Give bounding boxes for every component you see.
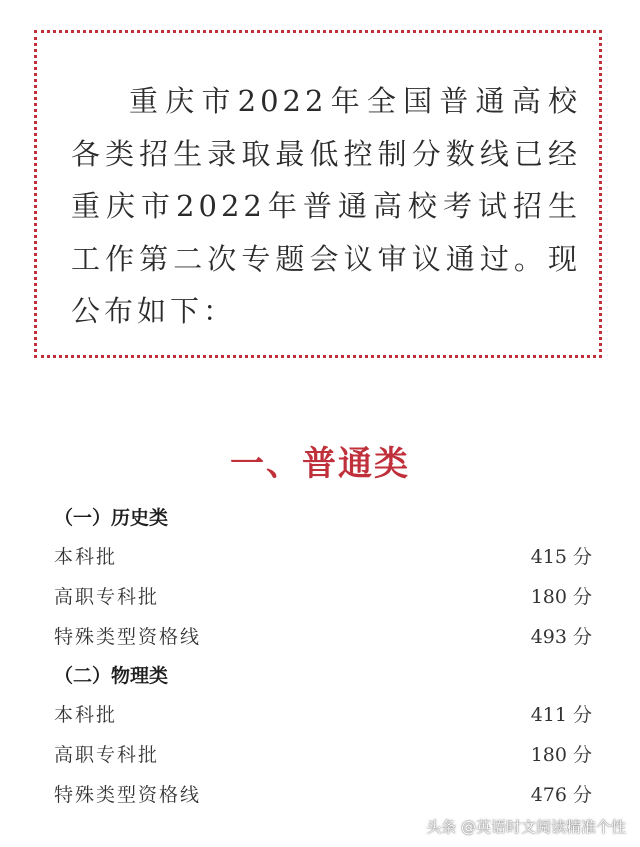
row-score: 180 分 bbox=[530, 586, 592, 608]
row-name: 本科批 bbox=[54, 546, 118, 568]
history-row-vocational bbox=[54, 582, 592, 610]
row-name: 高职专科批 bbox=[54, 744, 160, 766]
section-title: 一、普通类 bbox=[230, 444, 410, 484]
row-name: 特殊类型资格线 bbox=[54, 784, 202, 806]
row-score: 180 分 bbox=[530, 744, 592, 766]
notice-box bbox=[34, 30, 602, 358]
history-row-special bbox=[54, 622, 592, 650]
physics-row-undergraduate bbox=[54, 700, 592, 728]
row-name: 高职专科批 bbox=[54, 586, 160, 608]
row-score: 415 分 bbox=[530, 546, 592, 568]
watermark: 头条 @英语时文阅读精准个性 bbox=[426, 818, 626, 836]
row-score: 476 分 bbox=[530, 784, 592, 806]
notice-text: 重庆市2022年全国普通高校各类招生录取最低控制分数线已经重庆市2022年普通高校考试招生工作第二次专题会议审议通过。现公布如下： bbox=[71, 84, 581, 328]
row-score: 493 分 bbox=[530, 626, 592, 648]
physics-category-title: （二）物理类 bbox=[54, 665, 169, 687]
row-name: 本科批 bbox=[54, 704, 118, 726]
physics-row-vocational bbox=[54, 740, 592, 768]
history-category-title: （一）历史类 bbox=[54, 507, 169, 529]
row-name: 特殊类型资格线 bbox=[54, 626, 202, 648]
row-score: 411 分 bbox=[530, 704, 592, 726]
history-row-undergraduate bbox=[54, 542, 592, 570]
physics-row-special bbox=[54, 780, 592, 808]
